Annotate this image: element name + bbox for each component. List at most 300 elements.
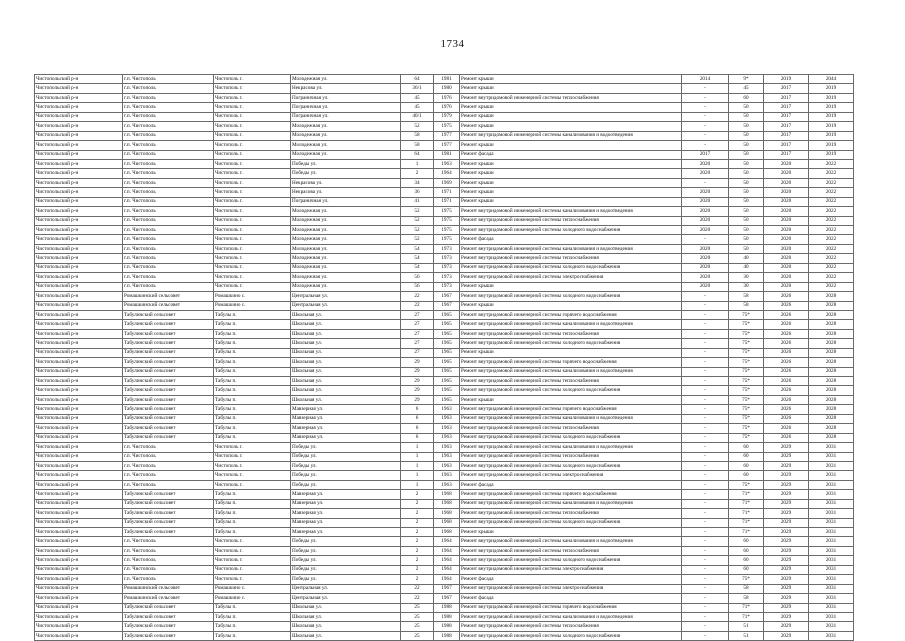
cell-build-year: 1965 — [434, 320, 460, 329]
cell-build-year: 1968 — [434, 490, 460, 499]
cell-municipality: г.п. Чистополь — [123, 159, 214, 168]
cell-district: Чистопольский р-н — [35, 603, 123, 612]
cell-house-number: 6 — [401, 424, 434, 433]
cell-district: Чистопольский р-н — [35, 546, 123, 555]
cell-municipality: Табулинский сельсовет — [123, 603, 214, 612]
cell-actual-year: 2020 — [682, 188, 729, 197]
cell-plan-start: 2017 — [764, 122, 809, 131]
cell-district: Чистопольский р-н — [35, 575, 123, 584]
cell-street: Молодежная ул. — [291, 282, 401, 291]
cell-build-year: 1968 — [434, 518, 460, 527]
cell-street: Молодежная ул. — [291, 207, 401, 216]
cell-street: Школьная ул. — [291, 329, 401, 338]
cell-build-year: 1965 — [434, 310, 460, 319]
cell-wear-percent: 71* — [729, 518, 764, 527]
cell-plan-end: 2031 — [809, 499, 854, 508]
cell-district: Чистопольский р-н — [35, 499, 123, 508]
cell-street: Школьная ул. — [291, 310, 401, 319]
cell-build-year: 1975 — [434, 122, 460, 131]
cell-wear-percent: 60 — [729, 565, 764, 574]
cell-house-number: 2 — [401, 537, 434, 546]
cell-plan-start: 2029 — [764, 452, 809, 461]
cell-municipality: г.п. Чистополь — [123, 226, 214, 235]
cell-street: Победы ул. — [291, 471, 401, 480]
cell-work-type: Ремонт крыши — [460, 178, 682, 187]
cell-street: Молодежная ул. — [291, 254, 401, 263]
cell-settlement: Чистополь г. — [214, 273, 291, 282]
cell-plan-end: 2028 — [809, 386, 854, 395]
table-row — [35, 358, 854, 367]
cell-plan-end: 2031 — [809, 565, 854, 574]
cell-settlement: Табулы п. — [214, 405, 291, 414]
table-row — [35, 282, 854, 291]
cell-plan-end: 2031 — [809, 490, 854, 499]
cell-district: Чистопольский р-н — [35, 348, 123, 357]
cell-plan-start: 2026 — [764, 424, 809, 433]
cell-house-number: 54 — [401, 244, 434, 253]
cell-plan-start: 2029 — [764, 499, 809, 508]
repair-schedule-table — [34, 74, 854, 641]
cell-plan-end: 2022 — [809, 169, 854, 178]
cell-house-number: 27 — [401, 320, 434, 329]
cell-plan-end: 2031 — [809, 594, 854, 603]
cell-actual-year: - — [682, 414, 729, 423]
cell-house-number: 25 — [401, 622, 434, 631]
cell-plan-start: 2026 — [764, 292, 809, 301]
cell-district: Чистопольский р-н — [35, 150, 123, 159]
cell-work-type: Ремонт внутридомовой инженерной системы канализования и водоотведения — [460, 414, 682, 423]
cell-build-year: 1975 — [434, 226, 460, 235]
cell-street: Молодежная ул. — [291, 75, 401, 84]
cell-municipality: Табулинский сельсовет — [123, 490, 214, 499]
cell-plan-start: 2029 — [764, 443, 809, 452]
cell-settlement: Чистополь г. — [214, 546, 291, 555]
cell-build-year: 1964 — [434, 575, 460, 584]
cell-plan-start: 2029 — [764, 518, 809, 527]
cell-work-type: Ремонт внутридомовой инженерной системы канализования и водоотведения — [460, 244, 682, 253]
cell-settlement: Чистополь г. — [214, 471, 291, 480]
cell-settlement: Табулы п. — [214, 603, 291, 612]
cell-plan-end: 2031 — [809, 509, 854, 518]
cell-actual-year: - — [682, 471, 729, 480]
table-row — [35, 320, 854, 329]
cell-settlement: Табулы п. — [214, 631, 291, 640]
cell-actual-year: - — [682, 433, 729, 442]
cell-actual-year: - — [682, 320, 729, 329]
cell-municipality: Табулинский сельсовет — [123, 310, 214, 319]
cell-municipality: Ромашкинский сельсовет — [123, 584, 214, 593]
cell-work-type: Ремонт внутридомовой инженерной системы горячего водоснабжения — [460, 405, 682, 414]
cell-district: Чистопольский р-н — [35, 339, 123, 348]
cell-house-number: 2 — [401, 565, 434, 574]
cell-plan-start: 2029 — [764, 461, 809, 470]
cell-plan-start: 2029 — [764, 480, 809, 489]
table-row — [35, 263, 854, 272]
cell-actual-year: - — [682, 622, 729, 631]
cell-plan-start: 2029 — [764, 631, 809, 640]
cell-wear-percent: 75* — [729, 358, 764, 367]
cell-municipality: г.п. Чистополь — [123, 207, 214, 216]
table-row — [35, 622, 854, 631]
cell-district: Чистопольский р-н — [35, 235, 123, 244]
cell-work-type: Ремонт фасада — [460, 594, 682, 603]
cell-plan-end: 2028 — [809, 348, 854, 357]
cell-district: Чистопольский р-н — [35, 395, 123, 404]
cell-district: Чистопольский р-н — [35, 169, 123, 178]
cell-settlement: Табулы п. — [214, 424, 291, 433]
cell-work-type: Ремонт внутридомовой инженерной системы канализования и водоотведения — [460, 537, 682, 546]
cell-municipality: Табулинский сельсовет — [123, 631, 214, 640]
cell-actual-year: - — [682, 235, 729, 244]
cell-actual-year: - — [682, 518, 729, 527]
cell-house-number: 2 — [401, 546, 434, 555]
cell-plan-start: 2019 — [764, 75, 809, 84]
cell-plan-start: 2026 — [764, 377, 809, 386]
cell-street: Мавзерная ул. — [291, 518, 401, 527]
cell-actual-year: - — [682, 367, 729, 376]
cell-work-type: Ремонт внутридомовой инженерной системы горячего водоснабжения — [460, 490, 682, 499]
cell-wear-percent: 75* — [729, 377, 764, 386]
cell-plan-start: 2026 — [764, 386, 809, 395]
cell-actual-year: - — [682, 93, 729, 102]
cell-wear-percent: 51 — [729, 622, 764, 631]
cell-municipality: г.п. Чистополь — [123, 197, 214, 206]
table-row — [35, 150, 854, 159]
cell-street: Победы ул. — [291, 443, 401, 452]
cell-wear-percent: 75* — [729, 575, 764, 584]
cell-actual-year: - — [682, 480, 729, 489]
table-row — [35, 433, 854, 442]
table-row — [35, 537, 854, 546]
cell-wear-percent: 75* — [729, 424, 764, 433]
cell-build-year: 1973 — [434, 273, 460, 282]
cell-district: Чистопольский р-н — [35, 254, 123, 263]
cell-work-type: Ремонт внутридомовой инженерной системы канализования и водоотведения — [460, 499, 682, 508]
cell-municipality: Табулинский сельсовет — [123, 358, 214, 367]
cell-work-type: Ремонт внутридомовой инженерной системы теплоснабжения — [460, 509, 682, 518]
table-row — [35, 490, 854, 499]
cell-work-type: Ремонт внутридомовой инженерной системы холодного водоснабжения — [460, 226, 682, 235]
cell-work-type: Ремонт крыши — [460, 159, 682, 168]
cell-plan-end: 2019 — [809, 141, 854, 150]
cell-actual-year: - — [682, 499, 729, 508]
cell-build-year: 1981 — [434, 75, 460, 84]
cell-work-type: Ремонт внутридомовой инженерной системы холодного водоснабжения — [460, 339, 682, 348]
cell-house-number: 45 — [401, 93, 434, 102]
cell-work-type: Ремонт фасада — [460, 150, 682, 159]
cell-actual-year: - — [682, 584, 729, 593]
cell-plan-start: 2020 — [764, 178, 809, 187]
cell-build-year: 1965 — [434, 395, 460, 404]
cell-plan-start: 2020 — [764, 226, 809, 235]
cell-settlement: Чистополь г. — [214, 461, 291, 470]
cell-municipality: г.п. Чистополь — [123, 84, 214, 93]
cell-district: Чистопольский р-н — [35, 461, 123, 470]
cell-settlement: Табулы п. — [214, 348, 291, 357]
cell-street: Молодежная ул. — [291, 141, 401, 150]
cell-house-number: 34 — [401, 178, 434, 187]
cell-settlement: Табулы п. — [214, 433, 291, 442]
cell-plan-start: 2029 — [764, 575, 809, 584]
cell-wear-percent: 75* — [729, 320, 764, 329]
cell-municipality: Табулинский сельсовет — [123, 414, 214, 423]
cell-district: Чистопольский р-н — [35, 216, 123, 225]
cell-build-year: 1965 — [434, 377, 460, 386]
cell-plan-end: 2031 — [809, 575, 854, 584]
cell-work-type: Ремонт внутридомовой инженерной системы холодного водоснабжения — [460, 556, 682, 565]
cell-district: Чистопольский р-н — [35, 480, 123, 489]
cell-actual-year: - — [682, 452, 729, 461]
cell-work-type: Ремонт внутридомовой инженерной системы теплоснабжения — [460, 254, 682, 263]
cell-build-year: 1967 — [434, 594, 460, 603]
cell-plan-end: 2028 — [809, 395, 854, 404]
cell-build-year: 1965 — [434, 348, 460, 357]
cell-build-year: 1976 — [434, 103, 460, 112]
cell-municipality: г.п. Чистополь — [123, 235, 214, 244]
cell-work-type: Ремонт крыши — [460, 169, 682, 178]
cell-work-type: Ремонт внутридомовой инженерной системы теплоснабжения — [460, 377, 682, 386]
cell-house-number: 52 — [401, 122, 434, 131]
cell-actual-year: 2014 — [682, 75, 729, 84]
cell-municipality: Табулинский сельсовет — [123, 348, 214, 357]
cell-district: Чистопольский р-н — [35, 528, 123, 537]
cell-plan-end: 2022 — [809, 282, 854, 291]
cell-plan-end: 2031 — [809, 631, 854, 640]
cell-settlement: Чистополь г. — [214, 178, 291, 187]
cell-settlement: Чистополь г. — [214, 188, 291, 197]
cell-plan-end: 2019 — [809, 103, 854, 112]
cell-house-number: 25 — [401, 612, 434, 621]
cell-settlement: Табулы п. — [214, 499, 291, 508]
cell-street: Молодежная ул. — [291, 216, 401, 225]
cell-work-type: Ремонт крыши — [460, 75, 682, 84]
cell-district: Чистопольский р-н — [35, 84, 123, 93]
cell-district: Чистопольский р-н — [35, 282, 123, 291]
cell-street: Школьная ул. — [291, 386, 401, 395]
cell-house-number: 22 — [401, 292, 434, 301]
cell-build-year: 1975 — [434, 235, 460, 244]
cell-street: Центральная ул. — [291, 584, 401, 593]
cell-wear-percent: 71* — [729, 490, 764, 499]
cell-wear-percent: 50 — [729, 178, 764, 187]
cell-build-year: 1981 — [434, 150, 460, 159]
cell-municipality: Табулинский сельсовет — [123, 339, 214, 348]
cell-house-number: 56 — [401, 273, 434, 282]
cell-plan-start: 2020 — [764, 159, 809, 168]
cell-work-type: Ремонт внутридомовой инженерной системы холодного водоснабжения — [460, 461, 682, 470]
cell-plan-end: 2031 — [809, 443, 854, 452]
cell-actual-year: - — [682, 84, 729, 93]
cell-street: Мавзерная ул. — [291, 433, 401, 442]
cell-wear-percent: 75* — [729, 329, 764, 338]
cell-build-year: 1971 — [434, 197, 460, 206]
cell-district: Чистопольский р-н — [35, 405, 123, 414]
cell-plan-end: 2031 — [809, 546, 854, 555]
cell-house-number: 1 — [401, 159, 434, 168]
cell-district: Чистопольский р-н — [35, 471, 123, 480]
cell-plan-start: 2026 — [764, 414, 809, 423]
cell-street: Молодежная ул. — [291, 244, 401, 253]
cell-build-year: 1963 — [434, 414, 460, 423]
cell-build-year: 1965 — [434, 339, 460, 348]
cell-actual-year: - — [682, 301, 729, 310]
cell-settlement: Табулы п. — [214, 310, 291, 319]
cell-plan-end: 2031 — [809, 556, 854, 565]
cell-street: Школьная ул. — [291, 395, 401, 404]
table-row — [35, 518, 854, 527]
cell-settlement: Чистополь г. — [214, 141, 291, 150]
cell-district: Чистопольский р-н — [35, 207, 123, 216]
cell-wear-percent: 50 — [729, 197, 764, 206]
cell-work-type: Ремонт внутридомовой инженерной системы холодного водоснабжения — [460, 631, 682, 640]
cell-actual-year: 2020 — [682, 263, 729, 272]
cell-wear-percent: 58 — [729, 594, 764, 603]
cell-district: Чистопольский р-н — [35, 273, 123, 282]
cell-plan-end: 2022 — [809, 216, 854, 225]
cell-house-number: 6 — [401, 414, 434, 423]
cell-build-year: 1967 — [434, 584, 460, 593]
table-row — [35, 84, 854, 93]
cell-street: Молодежная ул. — [291, 263, 401, 272]
cell-district: Чистопольский р-н — [35, 386, 123, 395]
cell-build-year: 1973 — [434, 244, 460, 253]
cell-district: Чистопольский р-н — [35, 103, 123, 112]
table-row — [35, 103, 854, 112]
cell-actual-year: 2020 — [682, 216, 729, 225]
cell-municipality: Ромашкинский сельсовет — [123, 301, 214, 310]
cell-house-number: 2 — [401, 575, 434, 584]
cell-plan-start: 2020 — [764, 244, 809, 253]
cell-district: Чистопольский р-н — [35, 490, 123, 499]
cell-build-year: 1988 — [434, 631, 460, 640]
cell-build-year: 1977 — [434, 131, 460, 140]
cell-municipality: Табулинский сельсовет — [123, 424, 214, 433]
cell-actual-year: - — [682, 377, 729, 386]
cell-settlement: Табулы п. — [214, 386, 291, 395]
cell-house-number: 2 — [401, 169, 434, 178]
cell-wear-percent: 60 — [729, 443, 764, 452]
cell-work-type: Ремонт внутридомовой инженерной системы электроснабжения — [460, 565, 682, 574]
cell-actual-year: - — [682, 310, 729, 319]
cell-plan-end: 2031 — [809, 584, 854, 593]
table-row — [35, 480, 854, 489]
table-row — [35, 556, 854, 565]
cell-plan-end: 2028 — [809, 310, 854, 319]
cell-street: Школьная ул. — [291, 622, 401, 631]
cell-wear-percent: 60 — [729, 546, 764, 555]
cell-wear-percent: 45 — [729, 84, 764, 93]
cell-plan-start: 2020 — [764, 188, 809, 197]
cell-work-type: Ремонт внутридомовой инженерной системы теплоснабжения — [460, 424, 682, 433]
table-row — [35, 612, 854, 621]
cell-work-type: Ремонт внутридомовой инженерной системы электроснабжения — [460, 273, 682, 282]
cell-wear-percent: 75* — [729, 348, 764, 357]
cell-street: Школьная ул. — [291, 631, 401, 640]
cell-street: Молодежная ул. — [291, 122, 401, 131]
table-body — [35, 75, 854, 641]
cell-wear-percent: 71* — [729, 509, 764, 518]
cell-plan-end: 2022 — [809, 159, 854, 168]
cell-municipality: г.п. Чистополь — [123, 282, 214, 291]
cell-wear-percent: 60 — [729, 556, 764, 565]
cell-municipality: Табулинский сельсовет — [123, 329, 214, 338]
cell-house-number: 2 — [401, 518, 434, 527]
cell-plan-end: 2031 — [809, 603, 854, 612]
cell-build-year: 1963 — [434, 443, 460, 452]
cell-build-year: 1973 — [434, 263, 460, 272]
cell-settlement: Чистополь г. — [214, 565, 291, 574]
cell-wear-percent: 71* — [729, 499, 764, 508]
table-row — [35, 226, 854, 235]
cell-work-type: Ремонт внутридомовой инженерной системы холодного водоснабжения — [460, 386, 682, 395]
cell-district: Чистопольский р-н — [35, 584, 123, 593]
cell-plan-start: 2026 — [764, 339, 809, 348]
cell-municipality: г.п. Чистополь — [123, 75, 214, 84]
cell-district: Чистопольский р-н — [35, 537, 123, 546]
cell-house-number: 54 — [401, 263, 434, 272]
cell-plan-start: 2029 — [764, 603, 809, 612]
cell-house-number: 2 — [401, 528, 434, 537]
cell-plan-end: 2031 — [809, 612, 854, 621]
cell-district: Чистопольский р-н — [35, 310, 123, 319]
cell-actual-year: - — [682, 575, 729, 584]
cell-district: Чистопольский р-н — [35, 197, 123, 206]
cell-actual-year: - — [682, 141, 729, 150]
cell-house-number: 27 — [401, 348, 434, 357]
cell-house-number: 25 — [401, 631, 434, 640]
cell-district: Чистопольский р-н — [35, 452, 123, 461]
table-row — [35, 207, 854, 216]
cell-plan-end: 2022 — [809, 197, 854, 206]
cell-actual-year: - — [682, 546, 729, 555]
cell-build-year: 1963 — [434, 461, 460, 470]
cell-settlement: Чистополь г. — [214, 244, 291, 253]
cell-work-type: Ремонт крыши — [460, 141, 682, 150]
cell-build-year: 1968 — [434, 499, 460, 508]
cell-municipality: Табулинский сельсовет — [123, 405, 214, 414]
cell-plan-end: 2028 — [809, 292, 854, 301]
cell-build-year: 1964 — [434, 537, 460, 546]
cell-build-year: 1963 — [434, 480, 460, 489]
cell-settlement: Чистополь г. — [214, 93, 291, 102]
cell-street: Школьная ул. — [291, 377, 401, 386]
table-row — [35, 329, 854, 338]
cell-plan-end: 2022 — [809, 263, 854, 272]
cell-work-type: Ремонт крыши — [460, 528, 682, 537]
cell-municipality: г.п. Чистополь — [123, 131, 214, 140]
cell-actual-year: - — [682, 556, 729, 565]
table-row — [35, 443, 854, 452]
cell-wear-percent: 58 — [729, 584, 764, 593]
cell-settlement: Чистополь г. — [214, 575, 291, 584]
cell-settlement: Чистополь г. — [214, 131, 291, 140]
cell-street: Некрасова ул. — [291, 84, 401, 93]
table-row — [35, 301, 854, 310]
cell-plan-start: 2020 — [764, 254, 809, 263]
cell-build-year: 1971 — [434, 188, 460, 197]
cell-municipality: Табулинский сельсовет — [123, 528, 214, 537]
cell-settlement: Табулы п. — [214, 367, 291, 376]
cell-wear-percent: 50 — [729, 207, 764, 216]
table-row — [35, 292, 854, 301]
cell-work-type: Ремонт внутридомовой инженерной системы канализования и водоотведения — [460, 612, 682, 621]
cell-plan-start: 2026 — [764, 329, 809, 338]
cell-build-year: 1980 — [434, 84, 460, 93]
cell-street: Победы ул. — [291, 461, 401, 470]
table-row — [35, 461, 854, 470]
table-row — [35, 584, 854, 593]
cell-plan-end: 2031 — [809, 622, 854, 631]
